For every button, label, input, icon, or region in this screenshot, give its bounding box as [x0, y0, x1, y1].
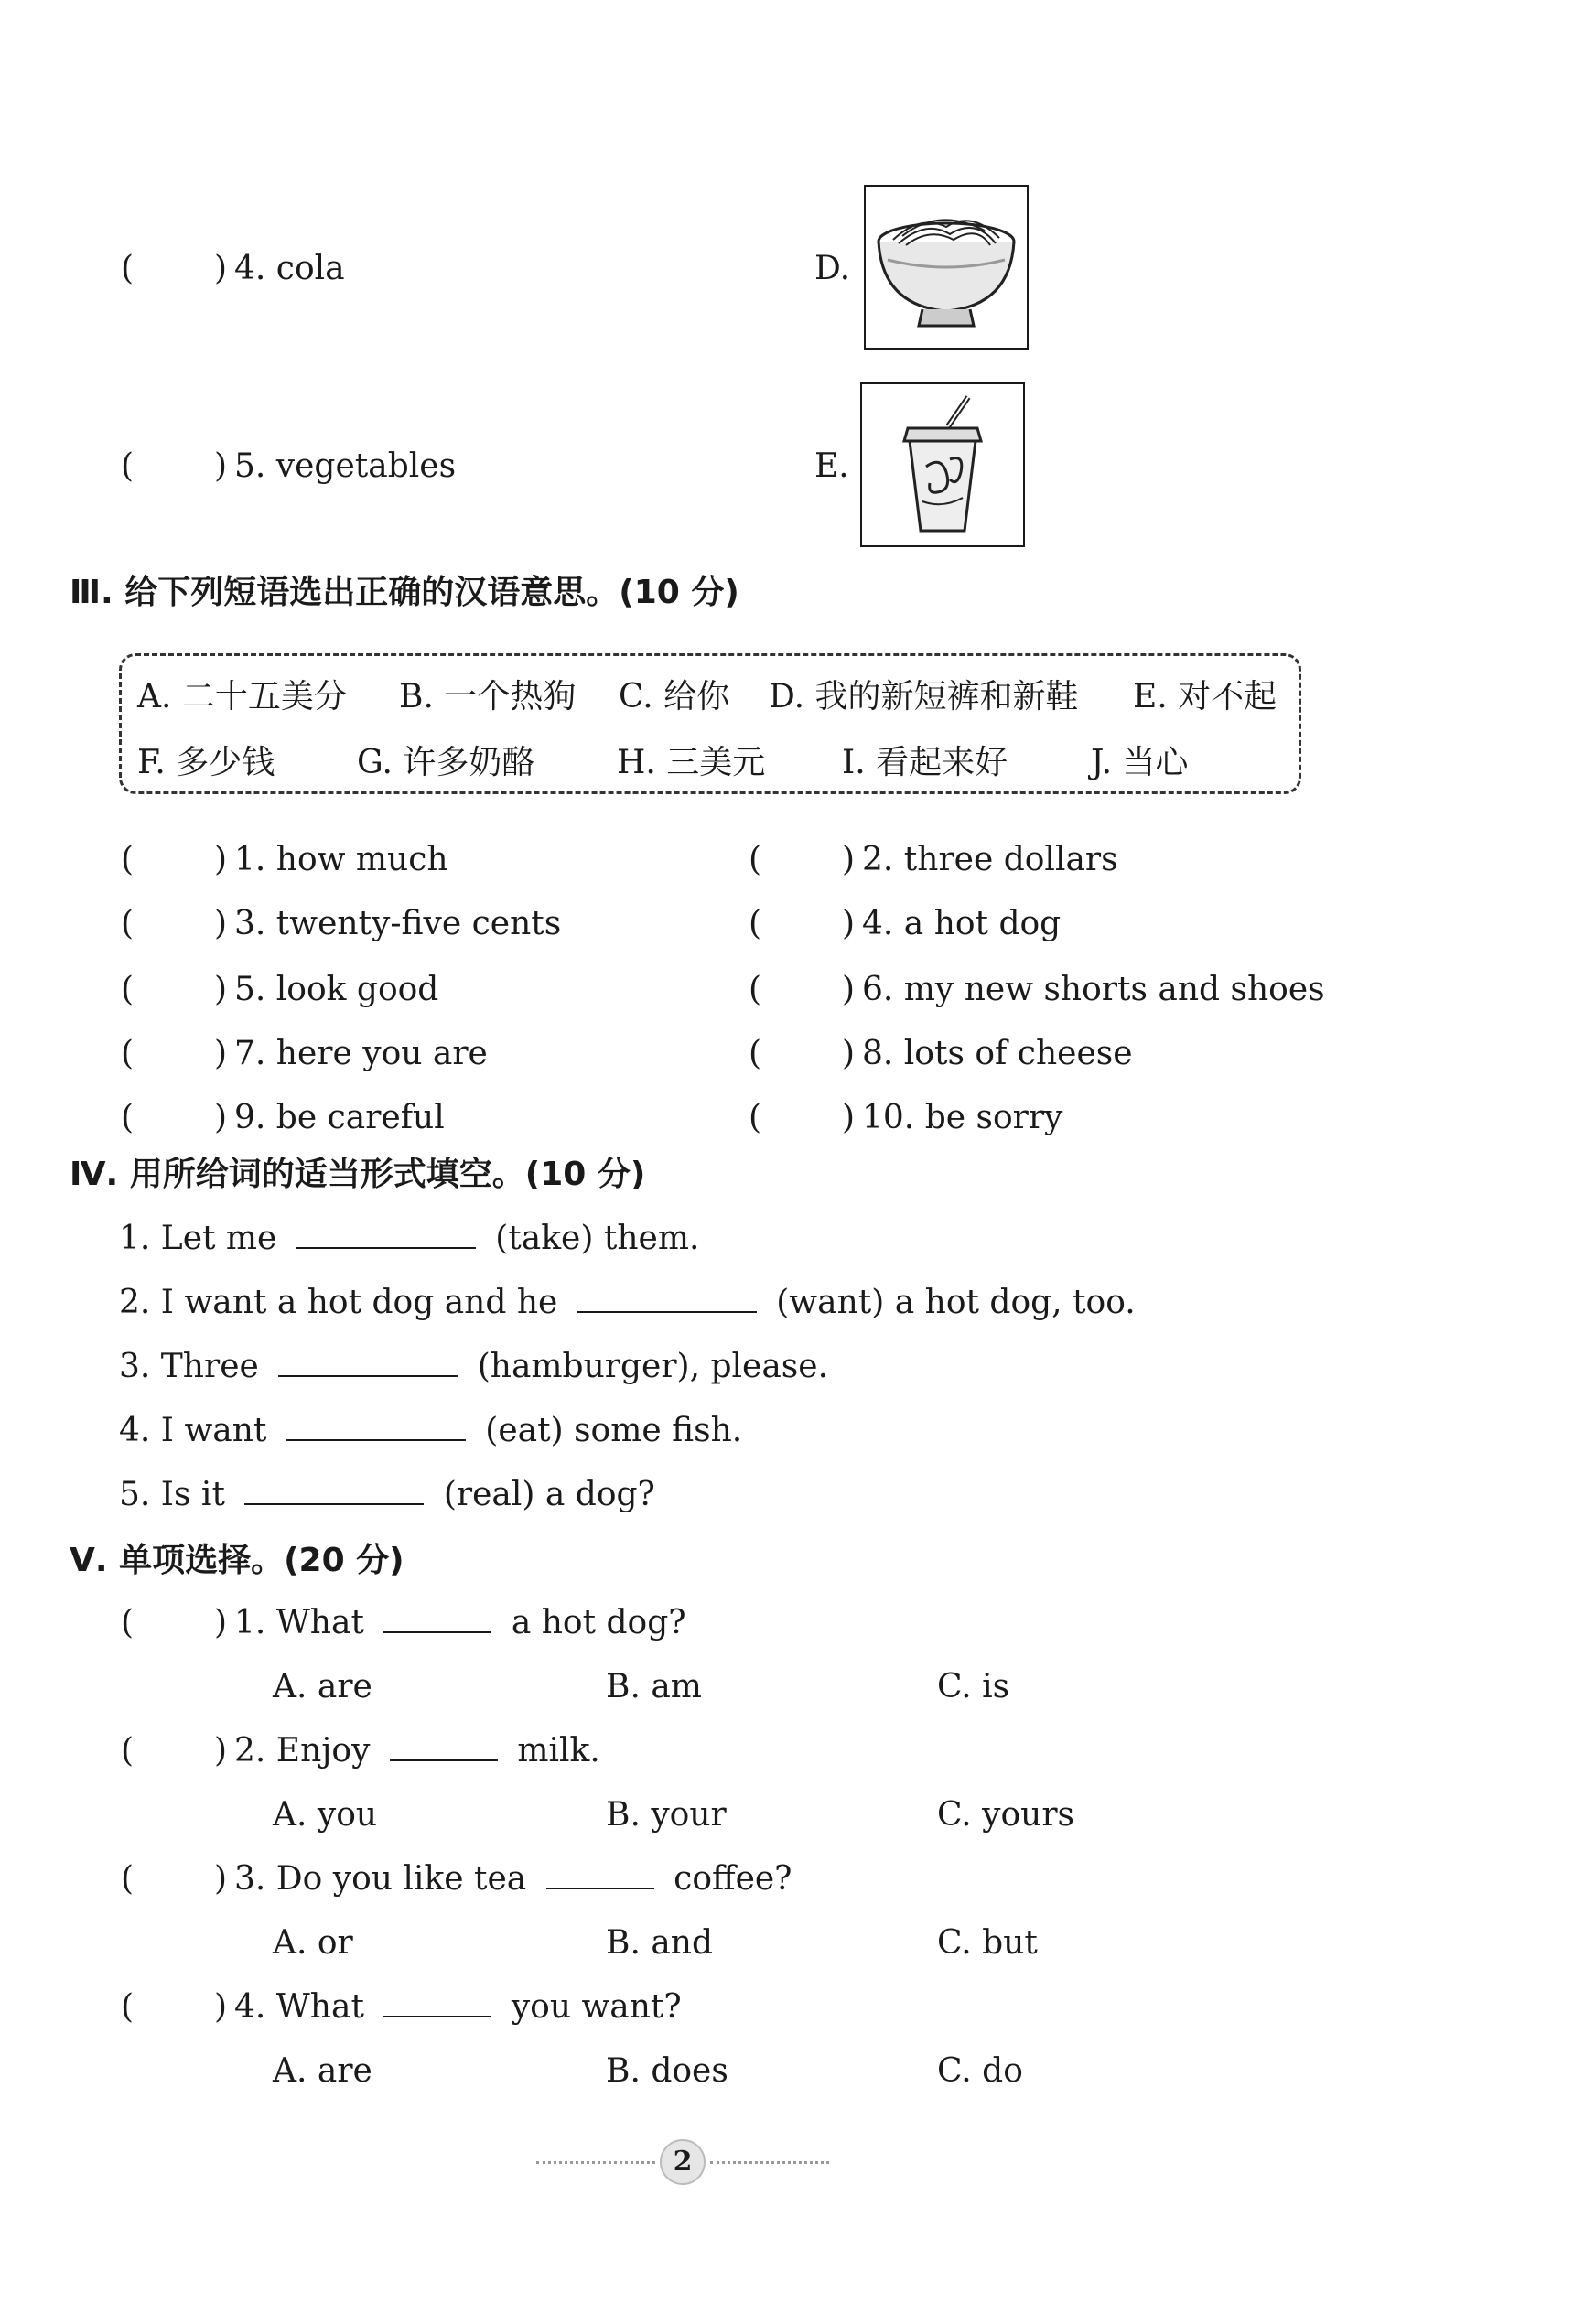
- word-bank-option: J. 当心: [1091, 744, 1189, 781]
- stem-after: coffee?: [674, 1860, 792, 1898]
- answer-blank[interactable]: [146, 1603, 210, 1643]
- fill-blank-item-1: [119, 1219, 699, 1259]
- mc-option-c[interactable]: C. but: [937, 1924, 1038, 1962]
- answer-paren-close: ): [214, 971, 228, 1008]
- footer-rule-left: [536, 2161, 655, 2164]
- stem-blank-line[interactable]: [390, 1732, 498, 1761]
- mc-option-b[interactable]: B. am: [606, 1668, 702, 1705]
- answer-paren-open: (: [121, 971, 135, 1008]
- fill-blank-item-3: [119, 1347, 828, 1387]
- fill-text-before: 3. Three: [119, 1348, 259, 1385]
- phrase-item: 4. a hot dog: [862, 905, 1062, 942]
- phrase-item: 7. here you are: [234, 1035, 488, 1072]
- fill-hint: (real): [443, 1476, 535, 1513]
- match-item-text: 4. cola: [234, 250, 345, 287]
- fill-text-after: a hot dog, too.: [894, 1284, 1136, 1321]
- fill-hint: (want): [776, 1284, 885, 1321]
- word-bank-option: B. 一个热狗: [399, 678, 577, 715]
- noodle-bowl-picture: [864, 185, 1029, 350]
- answer-paren-close: ): [842, 1035, 856, 1072]
- fill-text-before: 5. Is it: [119, 1476, 225, 1513]
- answer-paren-close: ): [214, 841, 228, 878]
- answer-paren-close: ): [214, 1604, 228, 1641]
- section5-heading: Ⅴ. 单项选择。(20 分): [70, 1542, 404, 1579]
- answer-blank[interactable]: [146, 1987, 210, 2028]
- page-number: 2: [660, 2139, 706, 2185]
- answer-paren-open: (: [121, 250, 135, 287]
- fill-text-before: 1. Let me: [119, 1220, 277, 1257]
- mc-option-a[interactable]: A. or: [273, 1924, 353, 1962]
- answer-paren-close: ): [214, 447, 228, 485]
- fill-text-after: them.: [603, 1220, 700, 1257]
- answer-blank[interactable]: [146, 447, 210, 487]
- fill-blank-item-4: [119, 1411, 742, 1451]
- mc-option-a[interactable]: A. are: [273, 1668, 372, 1705]
- answer-paren-close: ): [214, 1732, 228, 1770]
- answer-paren-open: (: [121, 1604, 135, 1641]
- phrase-item: 1. how much: [234, 841, 448, 878]
- stem-before: 4. What: [234, 1988, 364, 2026]
- picture-letter: D.: [814, 250, 851, 287]
- fill-blank-line[interactable]: [296, 1220, 476, 1249]
- mc-question-stem: [234, 1859, 792, 1899]
- section4-heading: Ⅳ. 用所给词的适当形式填空。(10 分): [70, 1156, 646, 1193]
- mc-option-b[interactable]: B. does: [606, 2052, 728, 2090]
- answer-paren-open: (: [121, 1860, 135, 1898]
- answer-blank[interactable]: [774, 1034, 838, 1074]
- answer-blank[interactable]: [146, 1731, 210, 1771]
- fill-blank-line[interactable]: [278, 1348, 458, 1377]
- mc-option-c[interactable]: C. do: [937, 2052, 1023, 2090]
- answer-blank[interactable]: [146, 1034, 210, 1074]
- mc-option-c[interactable]: C. is: [937, 1668, 1010, 1705]
- mc-question-stem: [234, 1731, 600, 1771]
- answer-paren-close: ): [842, 971, 856, 1008]
- match-item-text: 5. vegetables: [234, 447, 457, 485]
- phrase-item: 2. three dollars: [862, 841, 1118, 878]
- stem-blank-line[interactable]: [383, 1988, 491, 2017]
- answer-blank[interactable]: [774, 904, 838, 944]
- fill-blank-item-5: [119, 1475, 655, 1515]
- fill-hint: (take): [495, 1220, 594, 1257]
- mc-option-b[interactable]: B. your: [606, 1796, 727, 1834]
- fill-text-after: some fish.: [574, 1412, 743, 1449]
- answer-paren-close: ): [214, 250, 228, 287]
- mc-question-stem: [234, 1603, 686, 1643]
- section3-heading: Ⅲ. 给下列短语选出正确的汉语意思。(10 分): [70, 574, 739, 611]
- cola-cup-icon: [862, 384, 1023, 545]
- answer-paren-open: (: [121, 1099, 135, 1136]
- answer-paren-open: (: [121, 905, 135, 942]
- answer-paren-close: ): [842, 841, 856, 878]
- fill-text-before: 2. I want a hot dog and he: [119, 1284, 558, 1321]
- answer-paren-open: (: [749, 971, 762, 1008]
- answer-paren-close: ): [842, 1099, 856, 1136]
- stem-blank-line[interactable]: [383, 1604, 491, 1633]
- phrase-item: 10. be sorry: [862, 1099, 1063, 1136]
- fill-text-before: 4. I want: [119, 1412, 267, 1449]
- answer-paren-close: ): [214, 1860, 228, 1898]
- answer-paren-close: ): [842, 905, 856, 942]
- phrase-item: 5. look good: [234, 971, 439, 1008]
- picture-letter: E.: [814, 447, 849, 485]
- word-bank-option: H. 三美元: [617, 744, 766, 781]
- stem-before: 2. Enjoy: [234, 1732, 371, 1770]
- word-bank-option: G. 许多奶酪: [357, 744, 535, 781]
- answer-paren-open: (: [749, 1035, 762, 1072]
- answer-paren-open: (: [749, 841, 762, 878]
- answer-blank[interactable]: [774, 840, 838, 880]
- fill-blank-line[interactable]: [286, 1412, 466, 1441]
- stem-blank-line[interactable]: [546, 1860, 654, 1889]
- mc-option-b[interactable]: B. and: [606, 1924, 714, 1962]
- mc-option-a[interactable]: A. you: [273, 1796, 378, 1834]
- fill-blank-item-2: [119, 1283, 1136, 1323]
- answer-paren-open: (: [121, 1988, 135, 2026]
- word-bank-option: E. 对不起: [1133, 678, 1278, 715]
- answer-paren-open: (: [121, 447, 135, 485]
- answer-paren-open: (: [749, 905, 762, 942]
- word-bank-option: D. 我的新短裤和新鞋: [769, 678, 1079, 715]
- stem-before: 3. Do you like tea: [234, 1860, 527, 1898]
- phrase-item: 3. twenty-five cents: [234, 905, 562, 942]
- fill-hint: (eat): [485, 1412, 564, 1449]
- phrase-item: 9. be careful: [234, 1099, 445, 1136]
- answer-paren-open: (: [749, 1099, 762, 1136]
- answer-paren-open: (: [121, 841, 135, 878]
- stem-after: you want?: [511, 1988, 682, 2026]
- phrase-item: 6. my new shorts and shoes: [862, 971, 1325, 1008]
- word-bank-option: A. 二十五美分: [137, 678, 347, 715]
- footer-rule-right: [710, 2161, 829, 2164]
- word-bank-option: I. 看起来好: [842, 744, 1008, 781]
- fill-text-after: , please.: [689, 1348, 829, 1385]
- answer-blank[interactable]: [774, 970, 838, 1010]
- phrase-item: 8. lots of cheese: [862, 1035, 1133, 1072]
- cola-cup-picture: [860, 382, 1025, 547]
- answer-blank[interactable]: [146, 249, 210, 289]
- answer-paren-close: ): [214, 905, 228, 942]
- answer-blank[interactable]: [146, 970, 210, 1010]
- answer-blank[interactable]: [146, 840, 210, 880]
- answer-blank[interactable]: [146, 904, 210, 944]
- fill-hint: (hamburger): [477, 1348, 690, 1385]
- answer-paren-open: (: [121, 1732, 135, 1770]
- answer-blank[interactable]: [146, 1098, 210, 1138]
- word-bank-option: C. 给你: [619, 678, 730, 715]
- answer-blank[interactable]: [774, 1098, 838, 1138]
- answer-paren-close: ): [214, 1099, 228, 1136]
- answer-blank[interactable]: [146, 1859, 210, 1899]
- fill-blank-line[interactable]: [577, 1284, 757, 1313]
- mc-question-stem: [234, 1987, 682, 2028]
- mc-option-c[interactable]: C. yours: [937, 1796, 1075, 1834]
- noodle-bowl-icon: [866, 187, 1027, 348]
- answer-paren-close: ): [214, 1035, 228, 1072]
- fill-text-after: a dog?: [544, 1476, 655, 1513]
- word-bank-option: F. 多少钱: [137, 744, 275, 781]
- stem-after: milk.: [517, 1732, 600, 1770]
- answer-paren-close: ): [214, 1988, 228, 2026]
- stem-after: a hot dog?: [511, 1604, 686, 1641]
- fill-blank-line[interactable]: [244, 1476, 424, 1505]
- mc-option-a[interactable]: A. are: [273, 2052, 372, 2090]
- stem-before: 1. What: [234, 1604, 364, 1641]
- answer-paren-open: (: [121, 1035, 135, 1072]
